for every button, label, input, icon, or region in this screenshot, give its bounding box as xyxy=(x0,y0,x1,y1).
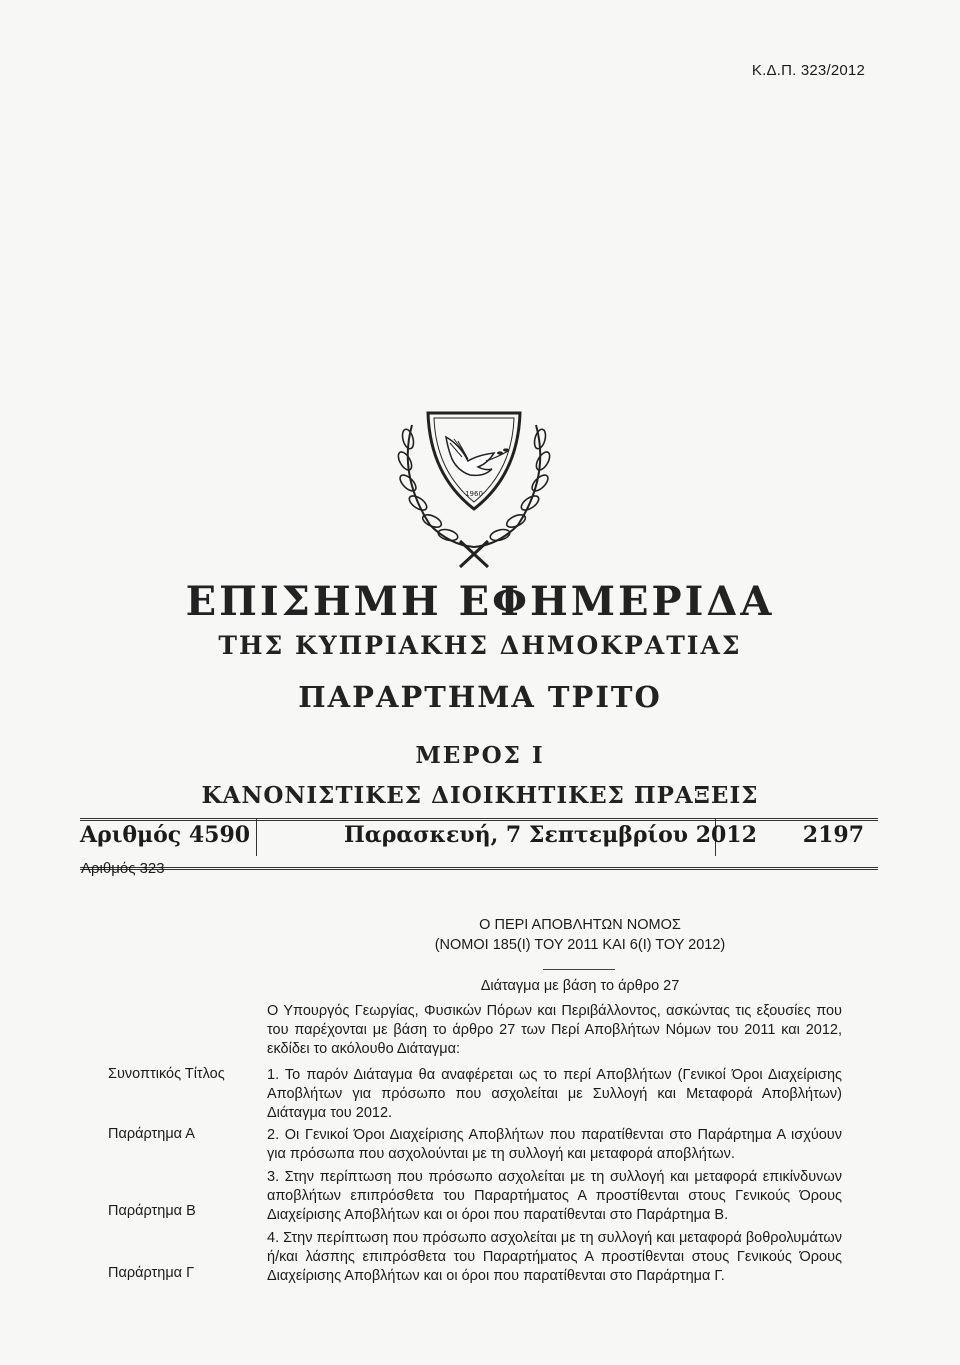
preamble: Ο Υπουργός Γεωργίας, Φυσικών Πόρων και Περιβάλλοντος, ασκώντας τις εξουσίες που του παρέχονται με βάση το άρθρο 27 των Περί Αποβλήτων Νόμων του 2011 και 2012, εκδίδει το ακόλουθο Διάταγμα: xyxy=(267,1003,842,1057)
divider xyxy=(543,969,615,970)
emblem-year: 1960 xyxy=(465,490,483,498)
section-title: ΚΑΝΟΝΙΣΤΙΚΕΣ ΔΙΟΙΚΗΤΙΚΕΣ ΠΡΑΞΕΙΣ xyxy=(201,782,759,809)
margin-note: Παράρτημα Β xyxy=(108,1203,196,1219)
cyprus-coat-of-arms-icon xyxy=(390,405,558,575)
supplement-title: ΠΑΡΑΡΤΗΜΑ ΤΡΙΤΟ xyxy=(298,680,662,714)
issue-number: Αριθμός 4590 xyxy=(80,822,251,848)
issue-date: Παρασκευή, 7 Σεπτεμβρίου 2012 xyxy=(344,822,757,848)
gazette-subtitle: ΤΗΣ ΚΥΠΡΙΑΚΗΣ ΔΗΜΟΚΡΑΤΙΑΣ xyxy=(218,631,742,660)
issue-bar-divider xyxy=(256,818,257,856)
document-reference: Κ.Δ.Π. 323/2012 xyxy=(751,62,865,79)
paragraph: 2. Οι Γενικοί Όροι Διαχείρισης Αποβλήτων που παρατίθενται στο Παράρτημα Α ισχύουν για πρόσωπα που ασχολούνται με τη συλλογή και μεταφορά αποβλήτων. xyxy=(267,1127,842,1162)
part-title: ΜΕΡΟΣ Ι xyxy=(415,742,545,769)
order-subheading: Διάταγμα με βάση το άρθρο 27 xyxy=(480,978,680,994)
law-references: (ΝΟΜΟΙ 185(Ι) ΤΟΥ 2011 ΚΑΙ 6(Ι) ΤΟΥ 2012) xyxy=(434,937,726,953)
margin-note: Συνοπτικός Τίτλος xyxy=(108,1066,225,1082)
gazette-title: ΕΠΙΣΗΜΗ ΕΦΗΜΕΡΙΔΑ xyxy=(185,578,775,625)
document-number: Αριθμός 323 xyxy=(81,860,165,877)
law-title: Ο ΠΕΡΙ ΑΠΟΒΛΗΤΩΝ ΝΟΜΟΣ xyxy=(479,917,681,933)
margin-note: Παράρτημα Α xyxy=(108,1126,195,1142)
paragraph: 1. Το παρόν Διάταγμα θα αναφέρεται ως το περί Αποβλήτων (Γενικοί Όροι Διαχείρισης Αποβλήτων για πρόσωπο που ασχολείται με Συλλογή και Μεταφορά Αποβλήτων) Διάταγμα του 2012. xyxy=(267,1067,842,1121)
paragraph: 3. Στην περίπτωση που πρόσωπο ασχολείται με τη συλλογή και μεταφορά επικίνδυνων αποβλήτων επιπρόσθετα του Παραρτήματος Α προστίθενται στους Γενικούς Όρους Διαχείρισης Αποβλήτων και οι όροι που παρατίθενται στο Παράρτημα Β. xyxy=(267,1169,842,1223)
margin-note: Παράρτημα Γ xyxy=(108,1265,195,1281)
paragraph: 4. Στην περίπτωση που πρόσωπο ασχολείται με τη συλλογή και μεταφορά βοθρολυμάτων ή/και λάσπης επιπρόσθετα του Παραρτήματος Α προστίθενται στους Γενικούς Όρους Διαχείρισης Αποβλήτων και οι όροι που παρατίθενται στο Παράρτημα Γ. xyxy=(267,1230,842,1284)
page-number: 2197 xyxy=(802,822,864,848)
